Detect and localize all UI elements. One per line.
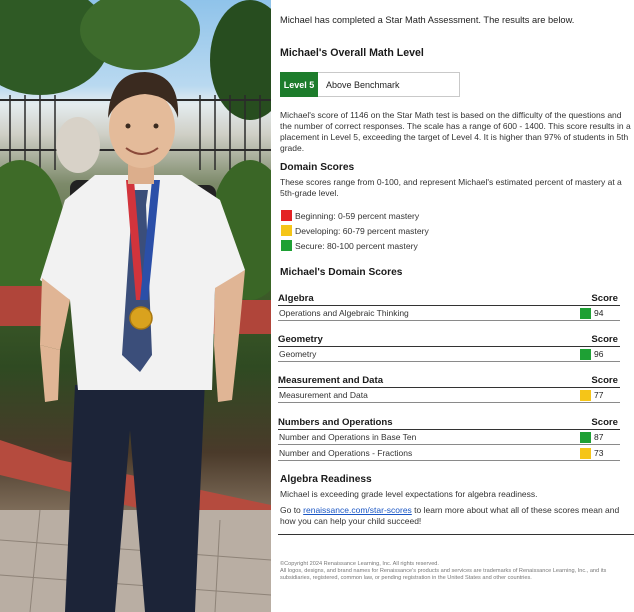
domain-name: Operations and Algebraic Thinking — [279, 308, 409, 318]
yellow-status-icon — [580, 448, 591, 459]
category-name: Geometry — [278, 334, 323, 345]
domain-name: Number and Operations in Base Ten — [279, 432, 417, 442]
domain-name: Number and Operations - Fractions — [279, 448, 413, 458]
overall-level-heading: Michael's Overall Math Level — [280, 47, 424, 59]
category-algebra — [278, 292, 620, 306]
star-scores-link[interactable]: renaissance.com/star-scores — [303, 505, 412, 515]
green-status-icon — [580, 432, 591, 443]
domain-scores-heading: Domain Scores — [280, 162, 355, 173]
level-badge: Level 5 — [280, 72, 318, 97]
learn-more-text — [280, 505, 634, 527]
category-numbers — [278, 416, 620, 430]
legend-label: Developing: 60-79 percent mastery — [295, 225, 429, 236]
green-status-icon — [580, 308, 591, 319]
table-row — [278, 430, 620, 445]
category-name: Numbers and Operations — [278, 417, 393, 428]
domain-name: Measurement and Data — [279, 390, 368, 400]
score-value: 73 — [594, 448, 604, 458]
trademark-notice: All logos, designs, and brand names for Renaissance's products and services are trademarks of Renaissance Learning, Inc., and its subsidiaries, registered, common law, or pending registration in the United States and other countries. — [280, 568, 607, 581]
photo-illustration — [0, 0, 271, 612]
category-name: Algebra — [278, 293, 314, 304]
red-swatch-icon — [281, 210, 292, 221]
star-math-report — [271, 0, 634, 612]
legend-label: Secure: 80-100 percent mastery — [295, 240, 418, 251]
score-cell — [580, 390, 620, 401]
score-value: 94 — [594, 308, 604, 318]
score-column-header: Score — [591, 375, 618, 386]
table-row — [278, 347, 620, 362]
score-column-header: Score — [591, 334, 618, 345]
legend-developing — [281, 225, 429, 236]
overall-paragraph: Michael's score of 1146 on the Star Math test is based on the difficulty of the questions and the number of correct responses. The scale has a range of 600 - 1400. This score results in a placement in Level 5, exceeding the target of Level 4. It is higher than 97% of students in 5th grade. — [280, 110, 631, 153]
score-value: 96 — [594, 349, 604, 359]
green-status-icon — [580, 349, 591, 360]
yellow-status-icon — [580, 390, 591, 401]
algebra-readiness-heading: Algebra Readiness — [280, 474, 372, 485]
table-row — [278, 306, 620, 321]
legend-beginning — [281, 210, 419, 221]
copyright-line: ©Copyright 2024 Renaissance Learning, Inc. All rights reserved. — [280, 561, 439, 567]
score-cell — [580, 349, 620, 360]
footer-divider — [278, 534, 634, 535]
domain-name: Geometry — [279, 349, 317, 359]
student-photo — [0, 0, 271, 612]
intro-text: Michael has completed a Star Math Assessment. The results are below. — [280, 15, 575, 25]
learn-more-suffix: to learn more about what all of these scores mean and how you can help your child succeed! — [280, 505, 620, 526]
score-column-header: Score — [591, 293, 618, 304]
category-name: Measurement and Data — [278, 375, 384, 386]
green-swatch-icon — [281, 240, 292, 251]
yellow-swatch-icon — [281, 225, 292, 236]
score-cell — [580, 432, 620, 443]
domain-scores-paragraph: These scores range from 0-100, and represent Michael's estimated percent of mastery at a 5th-grade level. — [280, 177, 622, 198]
score-value: 77 — [594, 390, 604, 400]
table-row — [278, 388, 620, 403]
legend-label: Beginning: 0-59 percent mastery — [295, 210, 420, 221]
score-cell — [580, 448, 620, 459]
score-column-header: Score — [591, 417, 618, 428]
level-text: Above Benchmark — [326, 79, 400, 90]
score-cell — [580, 308, 620, 319]
category-measurement — [278, 374, 620, 388]
score-value: 87 — [594, 432, 604, 442]
domain-scores-table-heading: Michael's Domain Scores — [280, 267, 403, 278]
algebra-readiness-text: Michael is exceeding grade level expectations for algebra readiness. — [280, 489, 538, 499]
legend-secure — [281, 240, 418, 251]
table-row — [278, 446, 620, 461]
overall-level-box — [280, 72, 460, 97]
learn-more-prefix: Go to — [280, 505, 304, 515]
category-geometry — [278, 333, 620, 347]
